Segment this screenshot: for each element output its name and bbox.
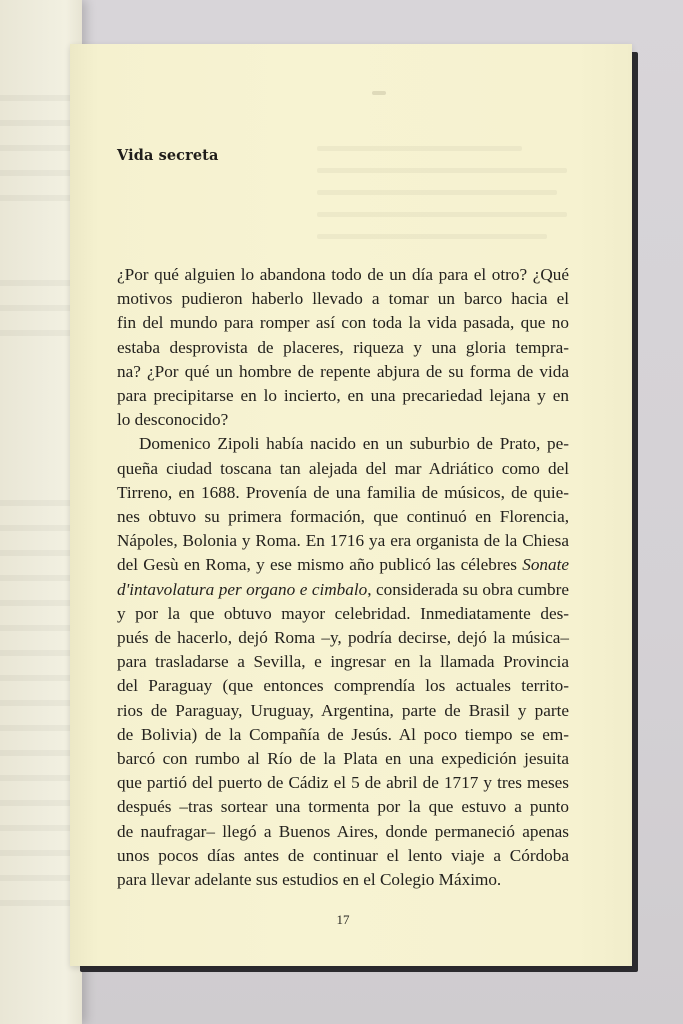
text-line: que partió del puerto de Cádiz el 5 de abril de 1717 y tres meses xyxy=(117,773,569,793)
text-line: rios de Paraguay, Uruguay, Argentina, parte de Brasil y parte xyxy=(117,700,569,720)
reverse-side-show-through xyxy=(317,146,567,256)
text-line: barcó con rumbo al Río de la Plata en una expedición jesuita xyxy=(117,749,569,769)
page-number: 17 xyxy=(336,912,350,927)
show-through-line xyxy=(317,146,522,151)
text-line: para trasladarse a Sevilla, e ingresar en la llamada Provincia xyxy=(117,652,569,672)
text-line: fin del mundo para romper así con toda la vida pasada, que no xyxy=(117,313,569,333)
show-through-line xyxy=(317,168,567,173)
text-line: del Gesù en Roma, y ese mismo año publicó las célebres Sonate xyxy=(117,555,569,575)
book-title-italic: d'intavolatura per organo e cimbalo xyxy=(117,579,368,599)
show-through-line xyxy=(317,212,567,217)
text-line: queña ciudad toscana tan alejada del mar Adriático como del xyxy=(117,458,569,478)
text-line: Tirreno, en 1688. Provenía de una familia de músicos, de quie- xyxy=(117,482,569,502)
text-line: para precipitarse en lo incierto, en una precariedad lejana y en xyxy=(117,386,569,406)
text-line: del Paraguay (que entonces comprendía los actuales territo- xyxy=(117,676,569,696)
text-line: después –tras sortear una tormenta por la que estuvo a punto xyxy=(117,797,569,817)
show-through-line xyxy=(317,190,557,195)
text-line: pués de hacerlo, dejó Roma –y, podría decirse, dejó la música– xyxy=(117,628,569,648)
text-line: d'intavolatura per organo e cimbalo, considerada su obra cumbre xyxy=(117,579,570,599)
text-line: Nápoles, Bolonia y Roma. En 1716 ya era organista de la Chiesa xyxy=(117,531,569,551)
text-line: unos pocos días antes de continuar el lento viaje a Córdoba xyxy=(117,845,569,865)
book-title-italic: Sonate xyxy=(522,555,569,575)
text-line: para llevar adelante sus estudios en el Colegio Máximo. xyxy=(117,870,502,890)
text-line: de Bolivia) de la Compañía de Jesús. Al poco tiempo se em- xyxy=(117,724,569,744)
paragraph-1 xyxy=(117,263,569,432)
text-line: de naufragar– llegó a Buenos Aires, donde permaneció apenas xyxy=(117,821,569,841)
text-block xyxy=(117,44,569,966)
body-text xyxy=(117,263,569,892)
text-line: lo desconocido? xyxy=(117,410,229,430)
chapter-title: Vida secreta xyxy=(117,147,219,164)
running-header-mark xyxy=(372,91,386,95)
text-line: y por la que obtuvo mayor celebridad. Inmediatamente des- xyxy=(117,603,569,623)
text-line: Domenico Zipoli había nacido en un suburbio de Prato, pe- xyxy=(139,434,569,454)
paragraph-2 xyxy=(117,432,569,892)
text-line: ¿Por qué alguien lo abandona todo de un día para el otro? ¿Qué xyxy=(117,265,569,284)
text-line: estaba desprovista de placeres, riqueza y una gloria tempra- xyxy=(117,337,569,357)
show-through-line xyxy=(317,234,547,239)
text-line: nes obtuvo su primera formación, que continuó en Florencia, xyxy=(117,507,569,527)
text-line: motivos pudieron haberlo llevado a tomar un barco hacia el xyxy=(117,289,569,309)
book-page xyxy=(70,44,632,966)
text-line: na? ¿Por qué un hombre de repente abjura de su forma de vida xyxy=(117,361,569,381)
